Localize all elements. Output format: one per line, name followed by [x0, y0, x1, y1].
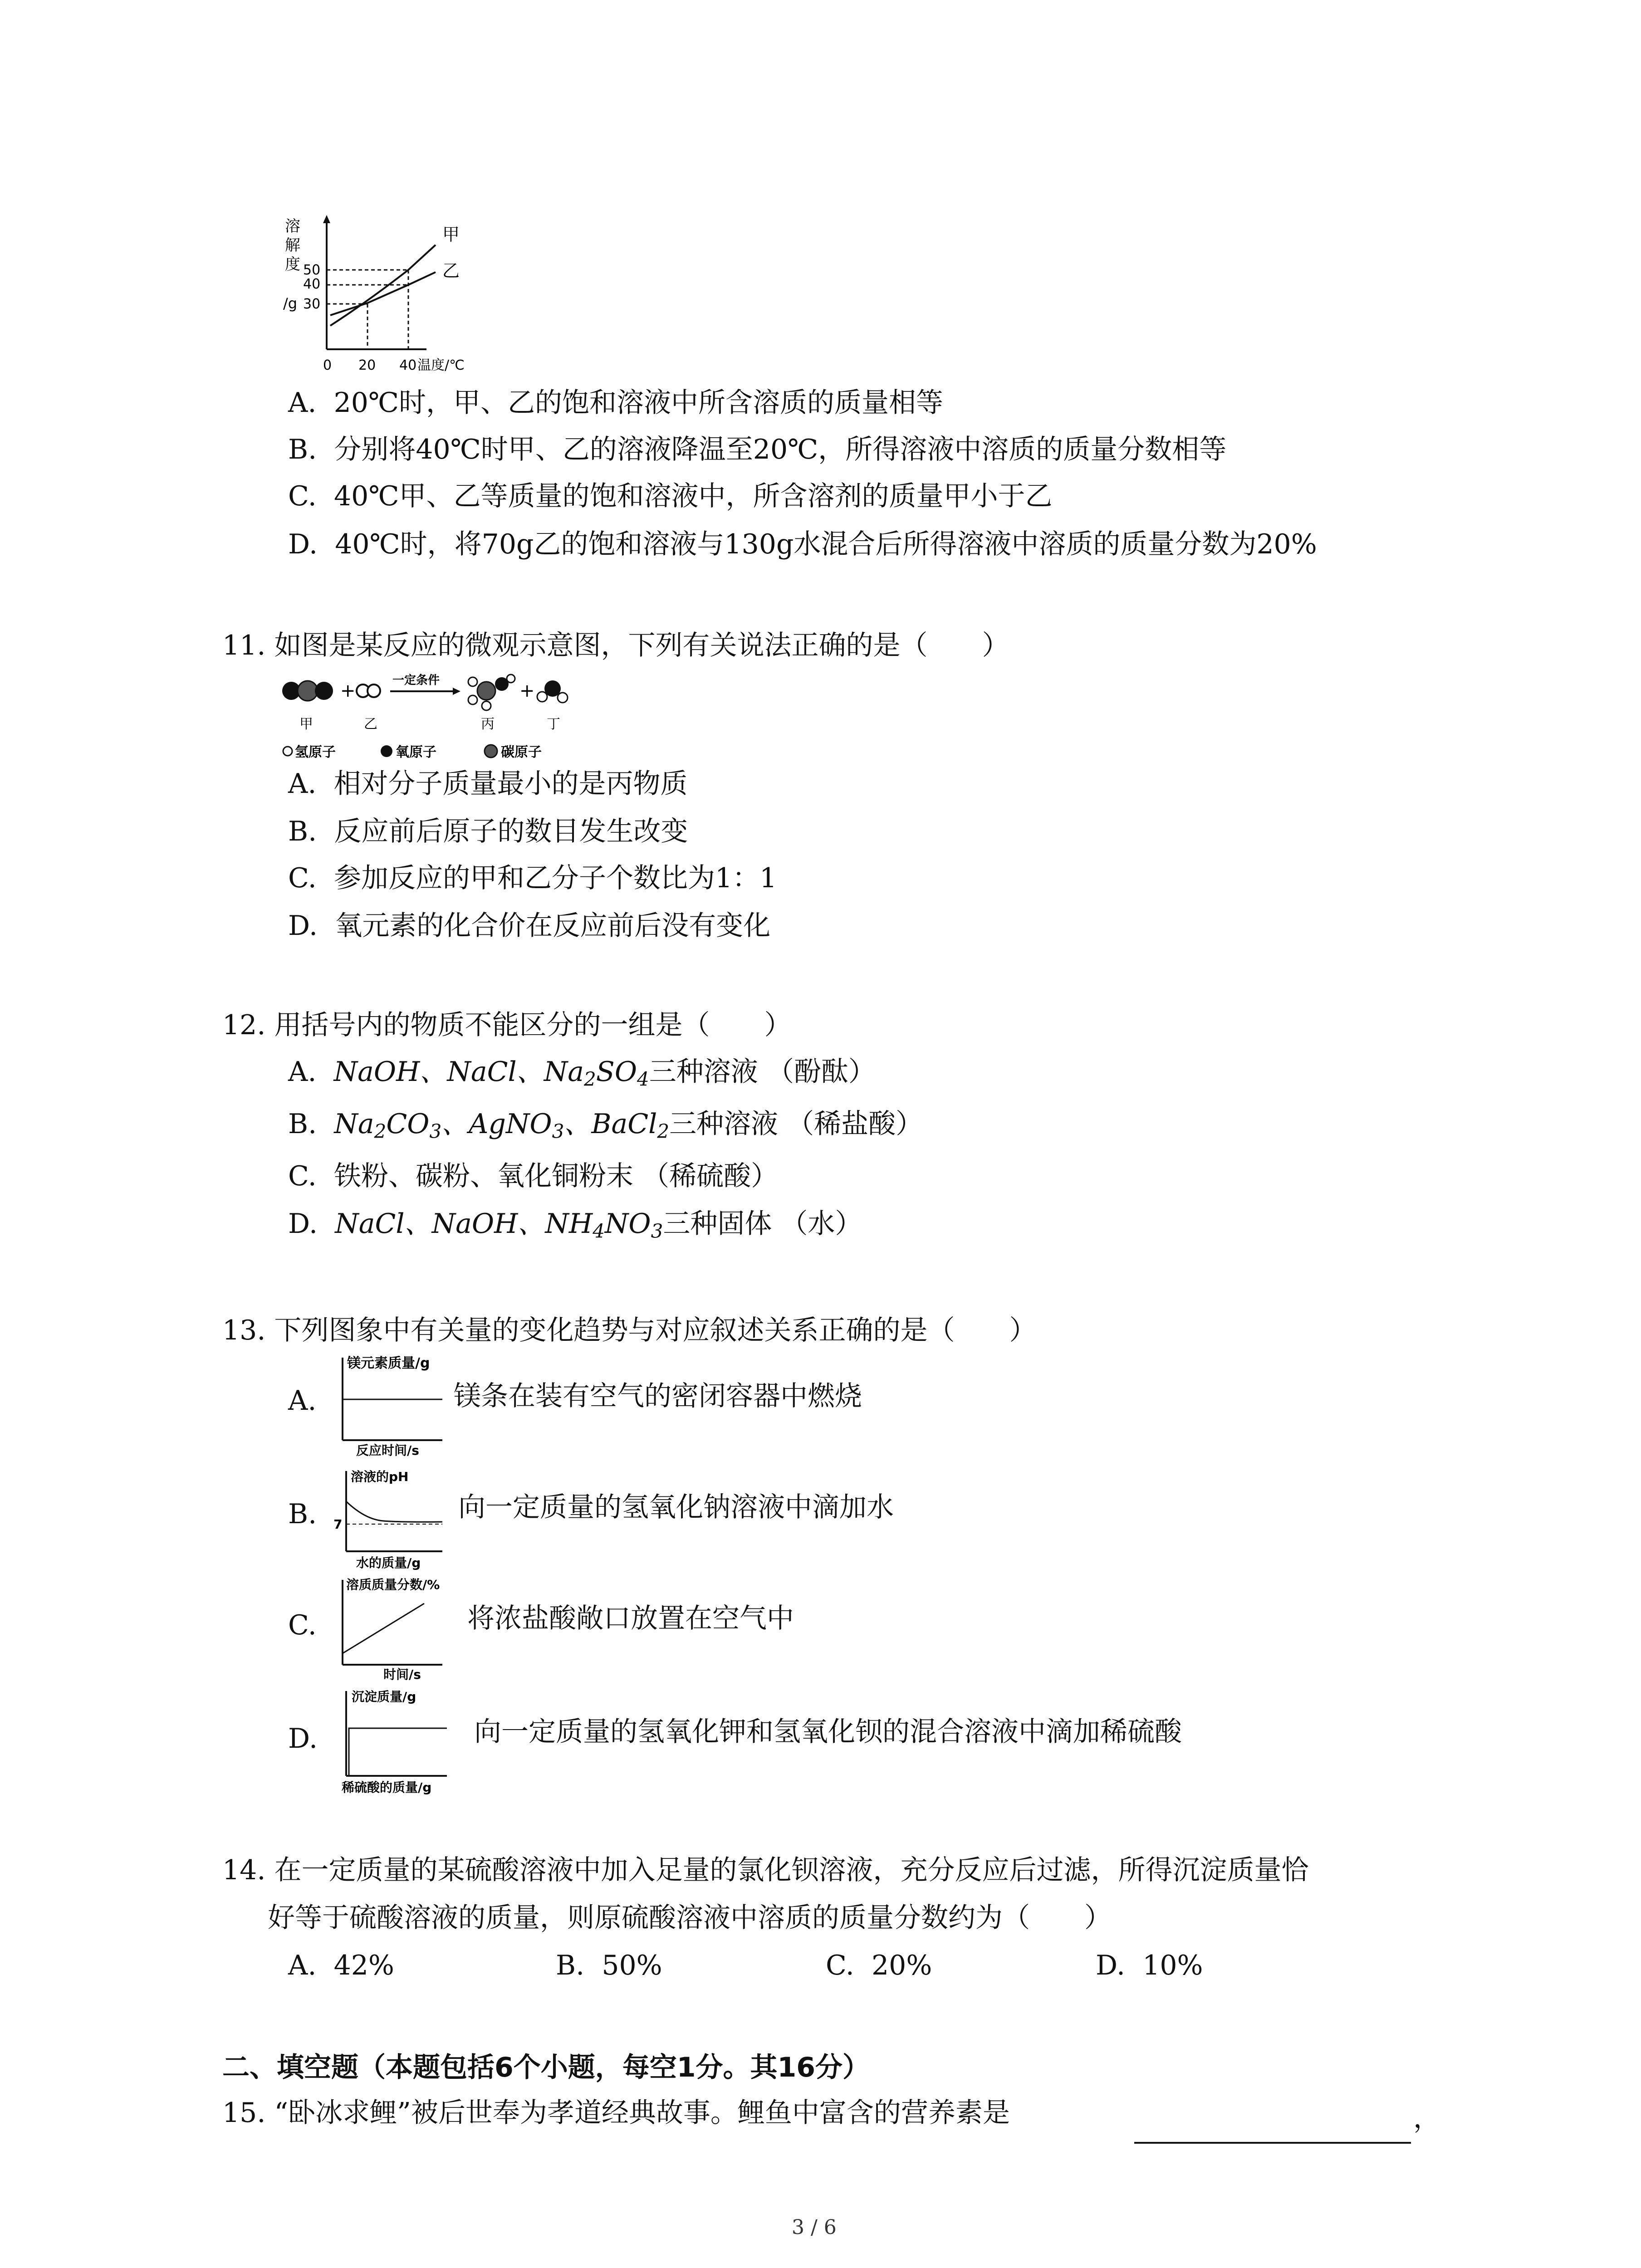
chart-ylabel-3: /g	[283, 295, 298, 312]
q14-line-1: 14. 在一定质量的某硫酸溶液中加入足量的氯化钡溶液，充分反应后过滤，所得沉淀质量恰	[222, 1854, 1309, 1886]
option-text: 20℃时，甲、乙的饱和溶液中所含溶质的质量相等	[333, 387, 944, 419]
graph-a-ylabel: 镁元素质量/g	[347, 1355, 430, 1371]
q13-option-c-text: 将浓盐酸敞口放置在空气中	[467, 1603, 794, 1634]
label-jia: 甲	[299, 716, 313, 732]
chart-curve-yi	[330, 272, 436, 315]
q13-option-b-key: B.	[288, 1498, 317, 1530]
label-bing: 丙	[481, 716, 495, 732]
q14-option-c	[826, 1948, 932, 1983]
q12-option-b	[288, 1107, 923, 1141]
option-key: D.	[288, 528, 318, 560]
q12-option-c	[288, 1159, 778, 1193]
solubility-chart-svg	[272, 213, 508, 376]
q14-line-2: 好等于硫酸溶液的质量，则原硫酸溶液中溶质的质量分数约为（ ）	[268, 1902, 1112, 1934]
chart-xlabel: 温度/℃	[417, 357, 465, 373]
option-key: A.	[288, 1950, 317, 1981]
graph-b-xlabel: 水的质量/g	[356, 1555, 421, 1570]
reaction-diagram	[281, 670, 626, 761]
option-text: 40℃时，将70g乙的饱和溶液与130g水混合后所得溶液中溶质的质量分数为20%	[335, 528, 1317, 560]
solubility-chart	[272, 213, 508, 376]
graph-b-ymark: 7	[333, 1517, 343, 1532]
formula-b: $Na_2CO_3$、AgNO$_3$、BaCl$_2$	[334, 1108, 670, 1143]
chart-ytick-40: 40	[303, 276, 321, 292]
q13-option-b-text: 向一定质量的氢氧化钠溶液中滴加水	[458, 1491, 894, 1523]
q14-option-d	[1096, 1948, 1203, 1983]
page-number: 3 / 6	[792, 2216, 837, 2239]
option-key: C.	[288, 480, 317, 512]
chart-ylabel-0: 溶	[285, 217, 300, 235]
q15-tail: ，	[1413, 2102, 1440, 2134]
section-title: 二、填空题（本题包括6个小题，每空1分。其16分）	[222, 2052, 870, 2083]
option-key: D.	[288, 910, 318, 942]
legend-oxygen: 氧原子	[396, 744, 436, 760]
graph-d-xlabel: 稀硫酸的质量/g	[342, 1780, 432, 1795]
chart-series-yi: 乙	[442, 261, 460, 281]
option-key: A.	[288, 1056, 317, 1088]
q15-stem: 15. “卧冰求鲤”被后世奉为孝道经典故事。鲤鱼中富含的营养素是	[222, 2097, 1010, 2129]
svg-text:+: +	[519, 680, 535, 701]
option-text: 分别将40℃时甲、乙的溶液降温至20℃，所得溶液中溶质的质量分数相等	[334, 434, 1227, 465]
option-text: 氧元素的化合价在反应前后没有变化	[335, 910, 771, 942]
reaction-condition: 一定条件	[392, 674, 440, 687]
option-text: 铁粉、碳粉、氧化铜粉末 （稀硫酸）	[334, 1160, 779, 1192]
graph-c-xlabel: 时间/s	[383, 1667, 421, 1681]
q12-option-a	[288, 1055, 876, 1089]
formula-d: NaCl、NaOH、$NH_4NO_3$	[335, 1208, 663, 1242]
q11-option-a	[288, 767, 688, 801]
option-text: 20%	[872, 1950, 932, 1981]
option-text: 50%	[602, 1950, 662, 1981]
formula-a: NaOH、NaCl、$Na_2SO_4$	[333, 1056, 649, 1090]
reaction-diagram-svg	[281, 670, 626, 761]
graph-d-ylabel: 沉淀质量/g	[352, 1689, 416, 1704]
label-yi: 乙	[364, 716, 377, 732]
graph-a-xlabel: 反应时间/s	[356, 1443, 419, 1458]
svg-text:+: +	[340, 680, 356, 701]
option-key: B.	[556, 1950, 585, 1981]
q11-stem: 11. 如图是某反应的微观示意图，下列有关说法正确的是（ ）	[222, 630, 1009, 661]
q13-graph-a	[333, 1354, 470, 1458]
option-text: 反应前后原子的数目发生改变	[334, 816, 688, 847]
q11-option-b	[288, 814, 688, 849]
q13-option-a-text: 镁条在装有空气的密闭容器中燃烧	[454, 1380, 862, 1412]
option-key: C.	[288, 862, 317, 894]
option-key: D.	[1096, 1950, 1126, 1981]
graph-b-ylabel: 溶液的pH	[351, 1469, 409, 1484]
option-text: 42%	[333, 1950, 394, 1981]
option-suffix: 三种固体 （水）	[663, 1208, 862, 1240]
q14-option-a	[288, 1948, 394, 1983]
chart-ytick-30: 30	[303, 296, 321, 312]
q13-stem: 13. 下列图象中有关量的变化趋势与对应叙述关系正确的是（ ）	[222, 1315, 1037, 1346]
q11-option-d	[288, 909, 770, 943]
chart-ytick-50: 50	[303, 262, 321, 278]
chart-ylabel-1: 解	[285, 236, 300, 254]
option-suffix: 三种溶液 （酚酞）	[649, 1056, 876, 1088]
legend-carbon: 碳原子	[501, 744, 542, 760]
chart-series-jia: 甲	[442, 225, 460, 244]
option-key: B.	[288, 1108, 317, 1140]
option-key: B.	[288, 434, 317, 465]
option-key: B.	[288, 816, 317, 847]
q10-option-d	[288, 527, 1317, 562]
chart-xtick-20: 20	[358, 357, 376, 373]
q11-option-c	[288, 861, 777, 895]
chart-ylabel-2: 度	[285, 255, 300, 274]
option-text: 参加反应的甲和乙分子个数比为1：1	[334, 862, 777, 894]
graph-c-ylabel: 溶质质量分数/%	[346, 1577, 440, 1592]
q13-graph-d	[333, 1687, 483, 1796]
option-key: D.	[288, 1208, 318, 1240]
q12-option-d	[288, 1207, 862, 1241]
q13-option-d-text: 向一定质量的氢氧化钾和氢氧化钡的混合溶液中滴加稀硫酸	[474, 1716, 1182, 1748]
q13-option-a-key: A.	[288, 1385, 317, 1417]
option-suffix: 三种溶液 （稀盐酸）	[669, 1108, 923, 1140]
option-text: 40℃甲、乙等质量的饱和溶液中，所含溶剂的质量甲小于乙	[334, 480, 1053, 512]
option-text: 10%	[1142, 1950, 1203, 1981]
q10-option-b	[288, 432, 1226, 467]
option-key: A.	[288, 387, 317, 419]
q10-option-a	[288, 386, 943, 420]
chart-xtick-0: 0	[323, 357, 332, 373]
option-key: A.	[288, 768, 317, 800]
q13-option-d-key: D.	[288, 1723, 318, 1755]
option-key: C.	[288, 1160, 317, 1192]
legend-hydrogen: 氢原子	[295, 744, 336, 760]
q10-option-c	[288, 479, 1052, 513]
label-ding: 丁	[547, 716, 560, 732]
q15-answer-blank[interactable]	[1134, 2142, 1411, 2144]
option-key: C.	[826, 1950, 854, 1981]
q13-graph-b	[333, 1467, 470, 1572]
q14-option-b	[556, 1948, 662, 1983]
q13-graph-c	[333, 1576, 470, 1681]
chart-xtick-40: 40	[399, 357, 417, 373]
option-text: 相对分子质量最小的是丙物质	[333, 768, 688, 800]
q13-option-c-key: C.	[288, 1609, 317, 1641]
chart-y-arrow	[323, 215, 330, 223]
q12-stem: 12. 用括号内的物质不能区分的一组是（ ）	[222, 1009, 792, 1041]
